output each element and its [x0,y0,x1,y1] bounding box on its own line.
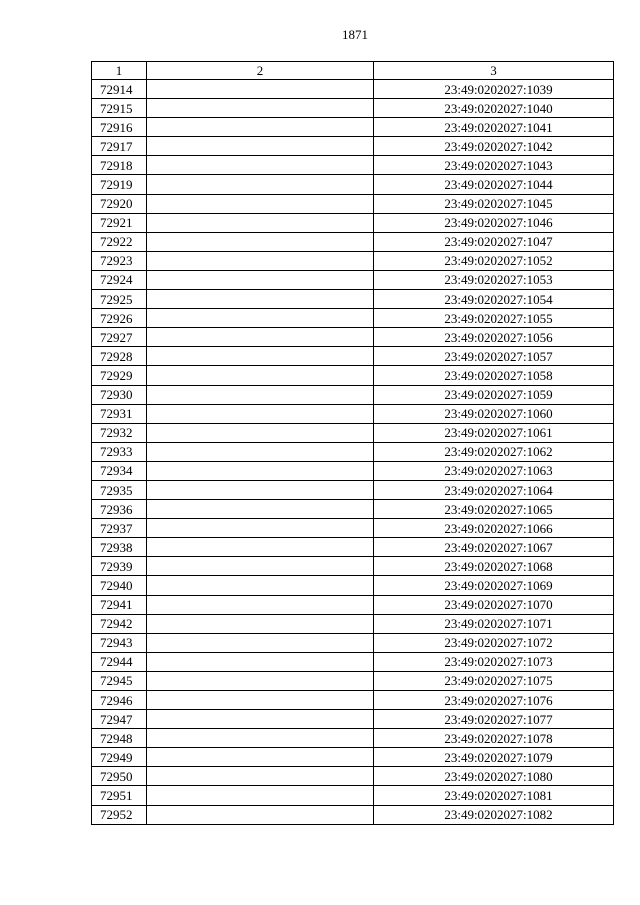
row-empty-cell [147,805,374,824]
table-row [92,99,614,118]
row-empty-cell [147,691,374,710]
row-number-cell: 72950 [92,767,147,786]
cadastral-number-cell: 23:49:0202027:1057 [374,347,614,366]
cadastral-number-cell: 23:49:0202027:1052 [374,251,614,270]
table-row [92,423,614,442]
row-number-cell: 72921 [92,213,147,232]
row-empty-cell [147,99,374,118]
table-row [92,786,614,805]
page-number: 1871 [342,27,368,42]
cadastral-number-cell: 23:49:0202027:1082 [374,805,614,824]
cadastral-number-cell: 23:49:0202027:1041 [374,118,614,137]
cadastral-number-cell: 23:49:0202027:1056 [374,328,614,347]
row-empty-cell [147,729,374,748]
row-empty-cell [147,156,374,175]
table-row [92,442,614,461]
table-row [92,576,614,595]
row-empty-cell [147,270,374,289]
row-number-cell: 72917 [92,137,147,156]
cadastral-number-cell: 23:49:0202027:1078 [374,729,614,748]
row-empty-cell [147,137,374,156]
cadastral-number-cell: 23:49:0202027:1047 [374,232,614,251]
row-empty-cell [147,232,374,251]
row-empty-cell [147,175,374,194]
cadastral-number-cell: 23:49:0202027:1075 [374,671,614,690]
row-empty-cell [147,614,374,633]
table-row [92,309,614,328]
row-empty-cell [147,118,374,137]
row-number-cell: 72948 [92,729,147,748]
row-empty-cell [147,461,374,480]
row-number-cell: 72946 [92,691,147,710]
row-number-cell: 72944 [92,652,147,671]
row-empty-cell [147,80,374,99]
row-number-cell: 72930 [92,385,147,404]
table-row [92,633,614,652]
table-row [92,538,614,557]
cadastral-number-cell: 23:49:0202027:1077 [374,710,614,729]
cadastral-number-cell: 23:49:0202027:1061 [374,423,614,442]
row-empty-cell [147,710,374,729]
row-number-cell: 72941 [92,595,147,614]
row-empty-cell [147,385,374,404]
row-number-cell: 72932 [92,423,147,442]
table-row [92,767,614,786]
row-empty-cell [147,251,374,270]
column-header-1: 1 [92,62,147,80]
row-empty-cell [147,767,374,786]
table-row [92,118,614,137]
row-number-cell: 72916 [92,118,147,137]
row-number-cell: 72942 [92,614,147,633]
cadastral-number-cell: 23:49:0202027:1079 [374,748,614,767]
row-empty-cell [147,328,374,347]
row-number-cell: 72933 [92,442,147,461]
row-number-cell: 72923 [92,251,147,270]
row-number-cell: 72949 [92,748,147,767]
cadastral-number-cell: 23:49:0202027:1069 [374,576,614,595]
row-empty-cell [147,500,374,519]
table-row [92,213,614,232]
cadastral-number-cell: 23:49:0202027:1070 [374,595,614,614]
table-row [92,710,614,729]
row-number-cell: 72940 [92,576,147,595]
cadastral-number-cell: 23:49:0202027:1066 [374,519,614,538]
cadastral-number-cell: 23:49:0202027:1042 [374,137,614,156]
table-row [92,366,614,385]
table-row [92,385,614,404]
row-number-cell: 72925 [92,290,147,309]
cadastral-number-cell: 23:49:0202027:1068 [374,557,614,576]
row-empty-cell [147,519,374,538]
cadastral-number-cell: 23:49:0202027:1071 [374,614,614,633]
row-number-cell: 72937 [92,519,147,538]
cadastral-number-cell: 23:49:0202027:1081 [374,786,614,805]
cadastral-number-cell: 23:49:0202027:1040 [374,99,614,118]
cadastral-number-cell: 23:49:0202027:1064 [374,480,614,499]
row-empty-cell [147,748,374,767]
row-empty-cell [147,538,374,557]
table-row [92,691,614,710]
row-empty-cell [147,557,374,576]
row-empty-cell [147,786,374,805]
table-row [92,500,614,519]
column-header-2: 2 [147,62,374,80]
table-row [92,557,614,576]
cadastral-number-cell: 23:49:0202027:1053 [374,270,614,289]
row-number-cell: 72936 [92,500,147,519]
row-number-cell: 72945 [92,671,147,690]
row-number-cell: 72935 [92,480,147,499]
cadastral-number-cell: 23:49:0202027:1062 [374,442,614,461]
row-number-cell: 72924 [92,270,147,289]
row-number-cell: 72919 [92,175,147,194]
cadastral-number-cell: 23:49:0202027:1073 [374,652,614,671]
row-number-cell: 72943 [92,633,147,652]
row-number-cell: 72920 [92,194,147,213]
row-number-cell: 72922 [92,232,147,251]
row-number-cell: 72914 [92,80,147,99]
row-empty-cell [147,671,374,690]
row-empty-cell [147,423,374,442]
cadastral-number-cell: 23:49:0202027:1072 [374,633,614,652]
table-row [92,175,614,194]
row-number-cell: 72928 [92,347,147,366]
row-number-cell: 72951 [92,786,147,805]
table-row [92,748,614,767]
cadastral-number-cell: 23:49:0202027:1045 [374,194,614,213]
table-row [92,404,614,423]
cadastral-number-cell: 23:49:0202027:1058 [374,366,614,385]
table-row [92,480,614,499]
column-header-3: 3 [374,62,614,80]
table-body [92,80,614,825]
row-empty-cell [147,366,374,385]
cadastral-number-cell: 23:49:0202027:1065 [374,500,614,519]
row-empty-cell [147,290,374,309]
table-row [92,729,614,748]
row-number-cell: 72939 [92,557,147,576]
table-row [92,194,614,213]
table-row [92,519,614,538]
row-number-cell: 72926 [92,309,147,328]
row-empty-cell [147,480,374,499]
cadastral-number-cell: 23:49:0202027:1059 [374,385,614,404]
header-row [92,62,614,80]
row-empty-cell [147,347,374,366]
row-number-cell: 72929 [92,366,147,385]
row-empty-cell [147,633,374,652]
row-empty-cell [147,194,374,213]
table-row [92,232,614,251]
table-row [92,80,614,99]
row-empty-cell [147,309,374,328]
cadastral-number-cell: 23:49:0202027:1076 [374,691,614,710]
cadastral-number-cell: 23:49:0202027:1060 [374,404,614,423]
table-row [92,805,614,824]
cadastral-table [91,61,614,825]
cadastral-number-cell: 23:49:0202027:1055 [374,309,614,328]
row-number-cell: 72927 [92,328,147,347]
table-row [92,137,614,156]
table-header [92,62,614,80]
row-empty-cell [147,404,374,423]
row-number-cell: 72918 [92,156,147,175]
row-empty-cell [147,595,374,614]
cadastral-number-cell: 23:49:0202027:1080 [374,767,614,786]
table-row [92,614,614,633]
cadastral-number-cell: 23:49:0202027:1044 [374,175,614,194]
row-number-cell: 72947 [92,710,147,729]
cadastral-number-cell: 23:49:0202027:1063 [374,461,614,480]
cadastral-number-cell: 23:49:0202027:1046 [374,213,614,232]
table-row [92,270,614,289]
row-number-cell: 72934 [92,461,147,480]
cadastral-number-cell: 23:49:0202027:1054 [374,290,614,309]
row-empty-cell [147,442,374,461]
row-number-cell: 72938 [92,538,147,557]
row-number-cell: 72952 [92,805,147,824]
table-row [92,251,614,270]
table-row [92,347,614,366]
table-row [92,461,614,480]
row-empty-cell [147,213,374,232]
table-row [92,290,614,309]
table-row [92,671,614,690]
cadastral-number-cell: 23:49:0202027:1039 [374,80,614,99]
cadastral-number-cell: 23:49:0202027:1067 [374,538,614,557]
row-empty-cell [147,652,374,671]
row-number-cell: 72915 [92,99,147,118]
cadastral-number-cell: 23:49:0202027:1043 [374,156,614,175]
row-number-cell: 72931 [92,404,147,423]
table-row [92,156,614,175]
table-row [92,328,614,347]
table-row [92,595,614,614]
table-row [92,652,614,671]
row-empty-cell [147,576,374,595]
